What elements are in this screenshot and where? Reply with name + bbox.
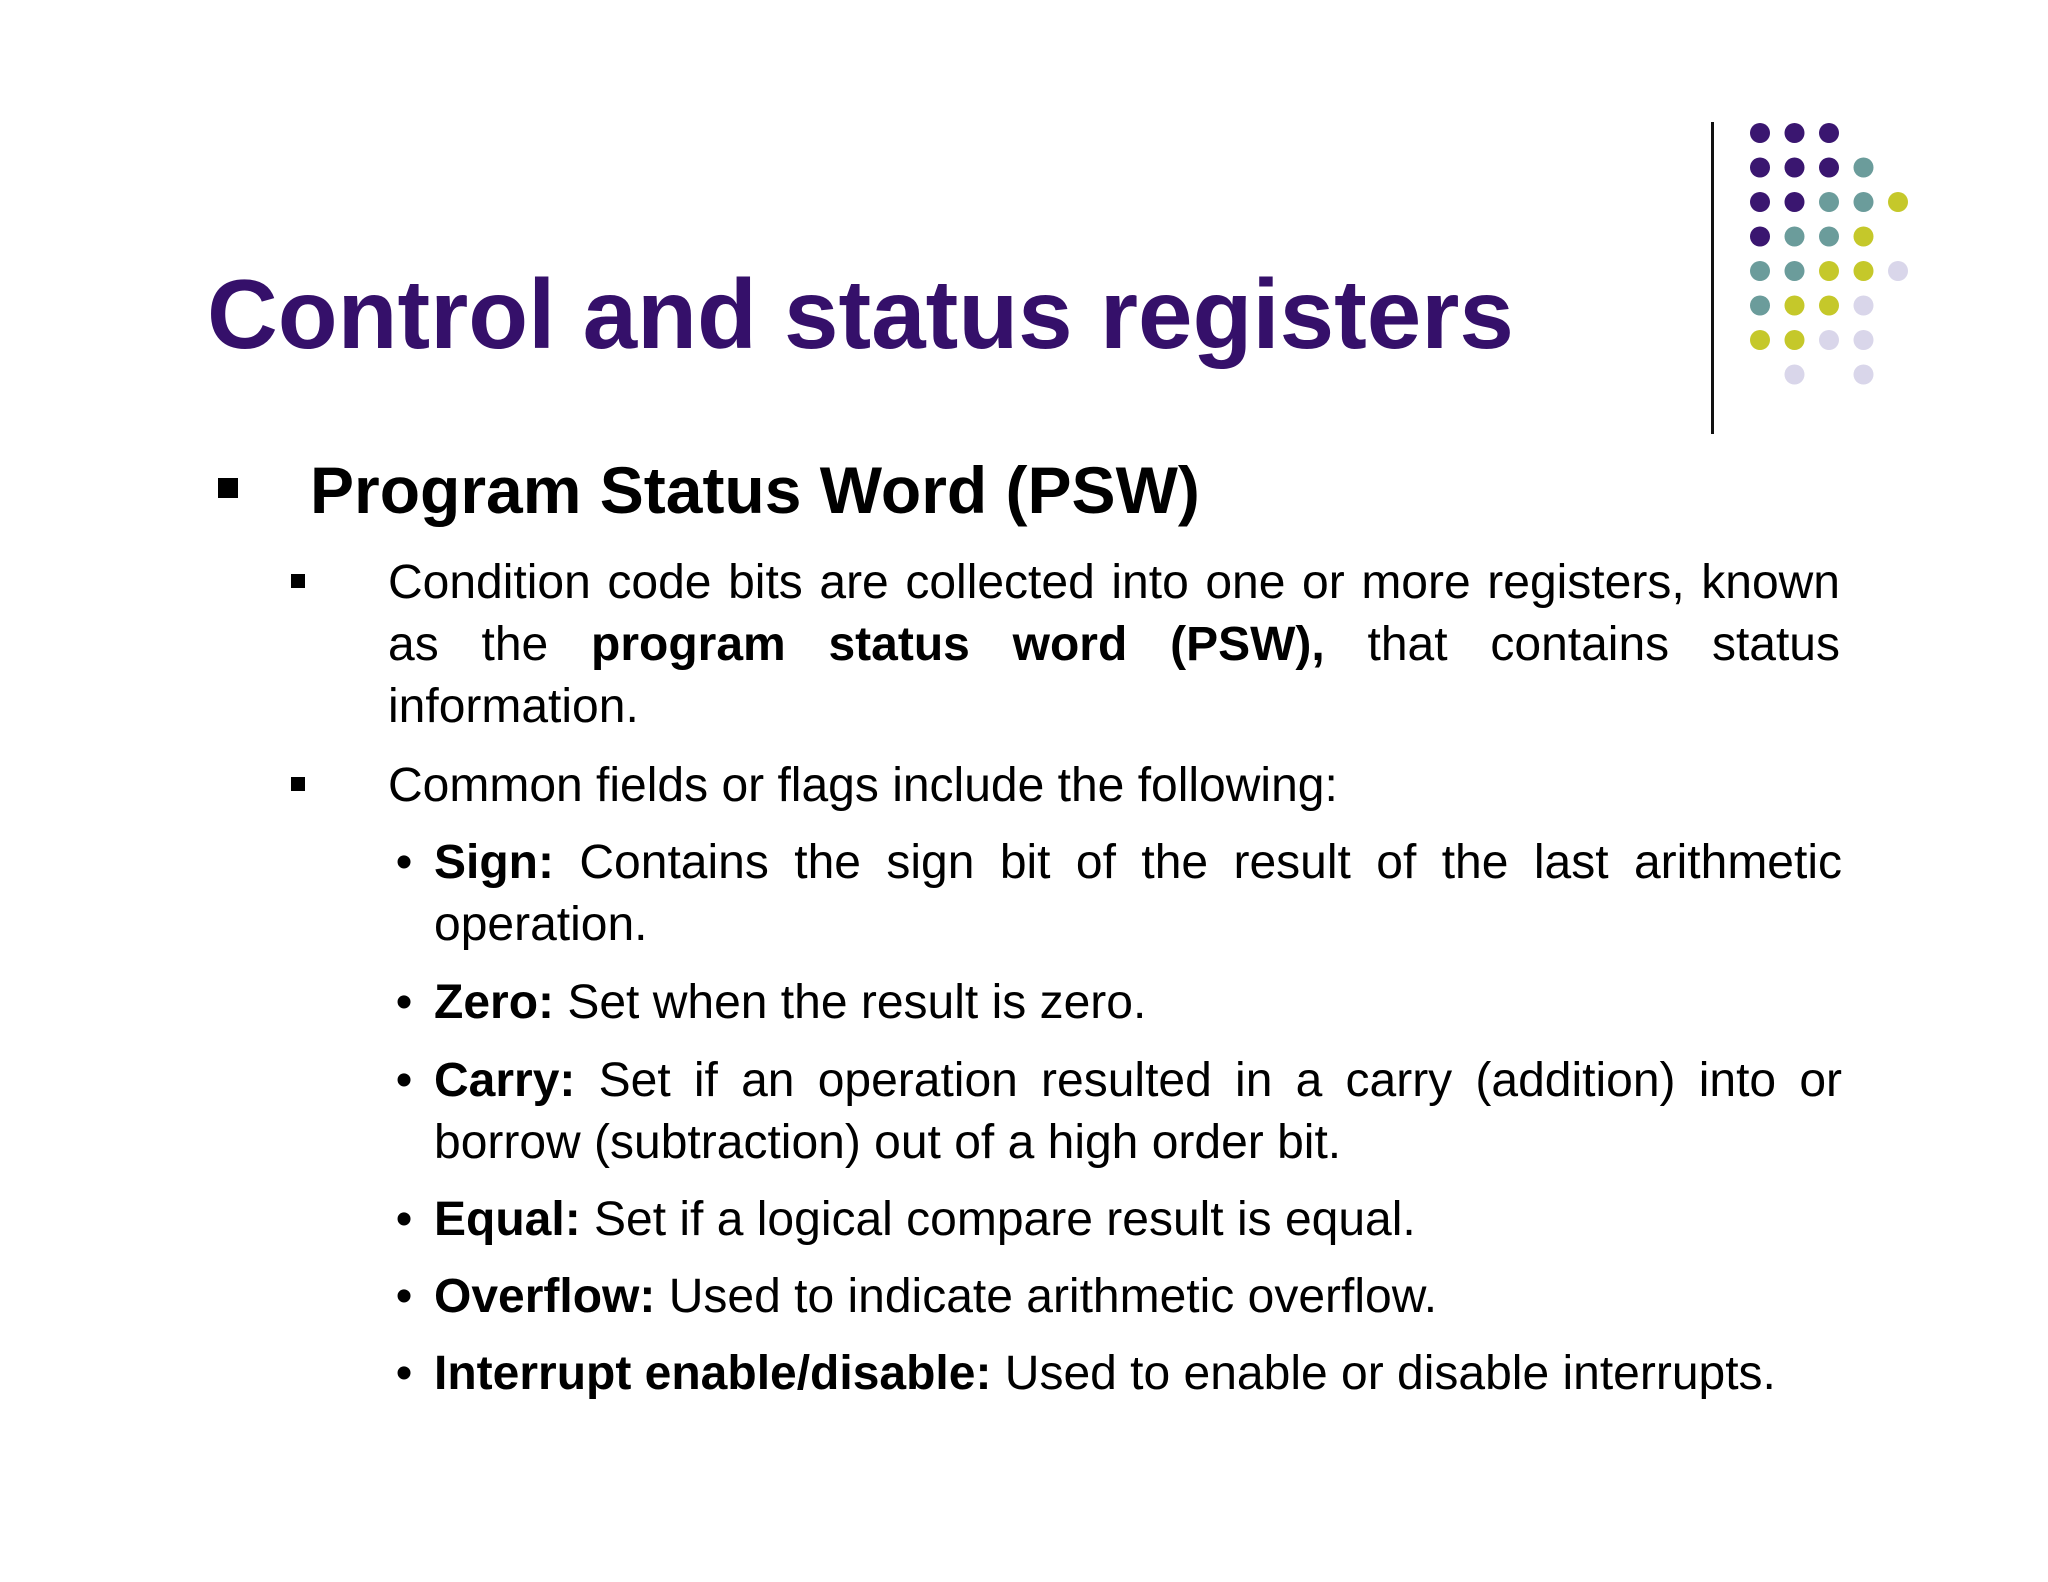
decorative-dot	[1785, 296, 1805, 316]
flag-text	[434, 1266, 1842, 1328]
decorative-dot	[1750, 330, 1770, 350]
bullet-text-plain: that contains status information.	[388, 618, 1841, 733]
decorative-dot	[1785, 158, 1805, 178]
bullet-level2-text	[388, 552, 1840, 738]
flag-term: Overflow:	[434, 1270, 656, 1323]
flag-text	[434, 972, 1842, 1034]
flag-term: Carry:	[434, 1054, 576, 1107]
decorative-dot	[1750, 261, 1770, 281]
decorative-dot	[1819, 158, 1839, 178]
decorative-dot	[1750, 158, 1770, 178]
round-bullet-icon: •	[395, 1347, 413, 1400]
decorative-dot	[1854, 330, 1874, 350]
flag-term: Sign:	[434, 836, 554, 889]
decorative-dot	[1888, 261, 1908, 281]
bullet-level1-text: Program Status Word (PSW)	[310, 453, 1200, 527]
bullet-level2-text	[388, 755, 1840, 817]
decorative-dot	[1819, 261, 1839, 281]
decorative-dot	[1854, 296, 1874, 316]
square-bullet-icon	[291, 777, 305, 791]
square-bullet-icon	[291, 574, 305, 588]
bullet-text-plain: Condition code bits are collected into one or more registers, known as the	[388, 556, 1840, 671]
flag-term: Interrupt enable/disable:	[434, 1347, 992, 1400]
flag-description: Set if an operation resulted in a carry (addition) into or borrow (subtraction) out of a high order bit.	[434, 1054, 1842, 1169]
flag-description: Set if a logical compare result is equal.	[580, 1193, 1416, 1246]
decorative-dot	[1785, 192, 1805, 212]
decorative-dot	[1819, 192, 1839, 212]
flag-description: Used to enable or disable interrupts.	[991, 1347, 1776, 1400]
decorative-dot	[1819, 227, 1839, 247]
round-bullet-icon: •	[395, 976, 413, 1029]
flag-text	[434, 1189, 1842, 1251]
flag-text	[434, 1343, 1842, 1405]
flag-text	[434, 1050, 1842, 1174]
flag-description: Used to indicate arithmetic overflow.	[655, 1270, 1438, 1323]
decorative-dot	[1785, 261, 1805, 281]
decorative-dot	[1854, 158, 1874, 178]
bullet-text-bold: program status word (PSW),	[591, 618, 1325, 671]
decorative-dot	[1750, 192, 1770, 212]
flag-text	[434, 832, 1842, 956]
decorative-dot	[1785, 123, 1805, 143]
square-bullet-icon	[218, 478, 238, 498]
decorative-dot	[1888, 192, 1908, 212]
flag-description: Contains the sign bit of the result of the last arithmetic operation.	[434, 836, 1842, 951]
decorative-dot	[1750, 296, 1770, 316]
decorative-dot	[1854, 192, 1874, 212]
bullet-text-plain: Common fields or flags include the following:	[388, 759, 1338, 812]
decorative-dot	[1854, 227, 1874, 247]
round-bullet-icon: •	[395, 1270, 413, 1323]
slide-title: Control and status registers	[207, 259, 1514, 369]
vertical-divider-line	[1711, 122, 1714, 434]
decorative-dot	[1750, 123, 1770, 143]
decorative-dot	[1785, 227, 1805, 247]
decorative-dot	[1854, 261, 1874, 281]
round-bullet-icon: •	[395, 1193, 413, 1246]
decorative-dot	[1819, 123, 1839, 143]
flag-description: Set when the result is zero.	[554, 976, 1147, 1029]
decorative-dot	[1819, 296, 1839, 316]
round-bullet-icon: •	[395, 836, 413, 889]
decorative-dot	[1819, 330, 1839, 350]
decorative-dot	[1785, 330, 1805, 350]
round-bullet-icon: •	[395, 1054, 413, 1107]
decorative-dot	[1854, 365, 1874, 385]
decorative-dot	[1785, 365, 1805, 385]
decorative-dot	[1750, 227, 1770, 247]
flag-term: Equal:	[434, 1193, 581, 1246]
flag-term: Zero:	[434, 976, 554, 1029]
